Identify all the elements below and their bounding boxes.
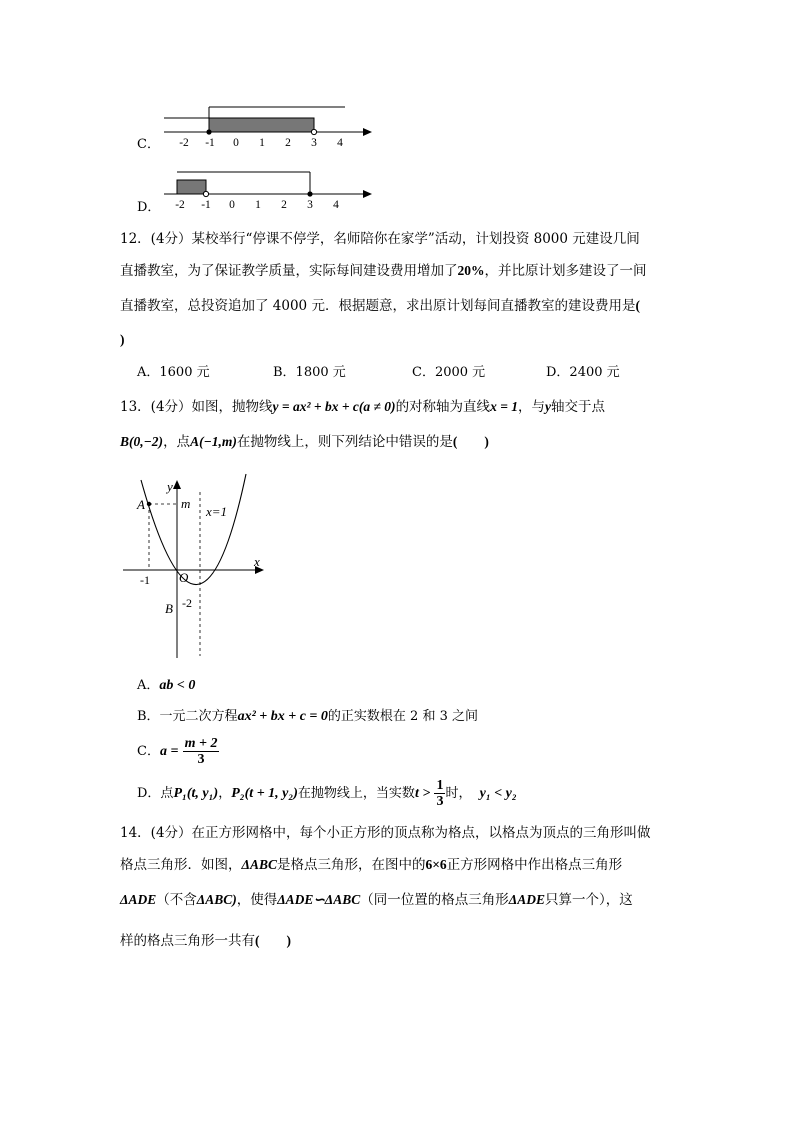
q13-text: 13．(4分）如图，抛物线	[120, 399, 273, 415]
q13-answer-paren: ( )	[452, 434, 489, 449]
option-suffix: 的正实数根在 2 和 3 之间	[327, 709, 478, 724]
q13-y-inequality: y₁ < y₂	[479, 786, 517, 801]
q11-option-c-number-line	[160, 100, 380, 152]
q13-text: 在抛物线上，则下列结论中错误的是	[236, 434, 453, 450]
neg1-label: -1	[140, 573, 150, 587]
q13-text: ，点	[163, 434, 191, 450]
point-a-marker	[147, 502, 151, 506]
q12-text: 直播教室，总投资追加了 4000 元．根据题意，求出原计划每间直播教室的建设费用是	[120, 298, 636, 314]
tick-label: 4	[333, 199, 339, 211]
q11-option-d-number-line	[160, 166, 380, 216]
tick-label: 3	[311, 137, 317, 149]
q14-answer-paren: ( )	[255, 933, 291, 948]
q12-option-b[interactable]: B．1800 元	[273, 365, 346, 380]
tick-label: 3	[307, 199, 313, 211]
fraction-denominator: 3	[197, 752, 205, 767]
q13-t-inequality: t >	[414, 786, 431, 801]
tick-label: -1	[205, 137, 215, 149]
q14-triangle-abc: ΔABC	[241, 857, 277, 872]
q14-similarity: ΔADE∽ΔABC	[277, 892, 361, 907]
q14-text: 正方形网格中作出格点三角形	[446, 857, 623, 873]
q13-line-1	[120, 397, 605, 417]
tick-label: 0	[229, 199, 235, 211]
q14-grid-size: 6×6	[425, 857, 447, 872]
origin-label: O	[179, 570, 189, 585]
q12-line-2	[120, 261, 647, 281]
fraction-numerator: m + 2	[184, 736, 218, 751]
option-text: ，	[218, 786, 232, 801]
tick-label: 1	[259, 137, 265, 149]
q13-option-c-fraction	[183, 736, 220, 767]
q13-text: 轴交于点	[551, 399, 606, 415]
q13-y-variable: y	[545, 399, 552, 414]
q12-line-3	[120, 296, 640, 316]
symmetry-axis-label: x=1	[206, 504, 228, 519]
q14-text: 只算一个），这	[544, 892, 633, 908]
q13-point-b: B(0,−2)	[120, 434, 164, 449]
y-axis-label: y	[167, 479, 173, 494]
neg2-label: -2	[182, 596, 192, 610]
tick-label: -2	[179, 137, 189, 149]
q12-option-a[interactable]: A．1600 元	[137, 365, 210, 380]
q12-text: 直播教室，为了保证教学质量，实际每间建设费用增加了	[120, 263, 458, 279]
q13-option-a[interactable]	[137, 676, 195, 696]
fraction-denominator: 3	[436, 794, 444, 809]
q14-text: 格点三角形．如图，	[120, 857, 242, 873]
q13-option-a-math: ab < 0	[159, 678, 196, 693]
q13-text: ，与	[518, 399, 546, 415]
q12-line-1: 12．(4分）某校举行“停课不停学，名师陪你在家学”活动，计划投资 8000 元建设几间	[120, 231, 640, 247]
q14-text: （不含	[156, 892, 197, 908]
q13-parabola-graph	[118, 470, 270, 662]
tick-label: -2	[175, 199, 185, 211]
q14-triangle-ade: ΔADE	[120, 892, 157, 907]
q13-text: 的对称轴为直线	[395, 399, 491, 415]
option-text: 时，	[445, 786, 472, 801]
q13-option-c[interactable]	[137, 735, 219, 769]
q13-option-d[interactable]	[137, 777, 517, 811]
q12-option-c[interactable]: C．2000 元	[412, 365, 486, 380]
q13-point-a: A(−1,m)	[190, 434, 237, 449]
q14-triangle-abc: ΔABC)	[196, 892, 237, 907]
q14-line-1: 14．(4分）在正方形网格中，每个小正方形的顶点称为格点，以格点为顶点的三角形叫做	[120, 825, 651, 841]
point-b-label: B	[165, 601, 173, 616]
tick-label: -1	[201, 199, 211, 211]
q14-triangle-ade: ΔADE	[508, 892, 545, 907]
option-prefix: D．点	[137, 786, 174, 801]
tick-label: 2	[281, 199, 287, 211]
q12-text: ，并比原计划多建设了一间	[484, 263, 647, 279]
q13-point-p2: P₂(t + 1, y₂)	[231, 786, 298, 801]
point-a-label: A	[137, 497, 145, 512]
fraction-numerator: 1	[436, 778, 444, 793]
q14-text: （同一位置的格点三角形	[360, 892, 509, 908]
q12-option-d[interactable]: D．2400 元	[546, 365, 620, 380]
q14-text: 是格点三角形，在图中的	[276, 857, 426, 873]
option-prefix: C．	[137, 744, 160, 759]
q14-text: ，使得	[236, 892, 278, 908]
option-prefix: B．一元二次方程	[137, 709, 238, 724]
q13-option-d-fraction	[434, 778, 445, 809]
option-prefix: A．	[137, 678, 160, 693]
tick-label: 0	[233, 137, 239, 149]
tick-label: 4	[337, 137, 343, 149]
q13-option-b-math: ax² + bx + c = 0	[237, 709, 328, 724]
q13-parabola-equation: y = ax² + bx + c(a ≠ 0)	[272, 399, 396, 414]
tick-label: 2	[285, 137, 291, 149]
parabola-curve	[141, 474, 246, 585]
q11-option-d-label: D．	[137, 200, 161, 215]
q13-axis-equation: x = 1	[490, 399, 519, 414]
x-axis-label: x	[254, 554, 260, 569]
q14-line-4	[120, 931, 291, 951]
q13-line-2	[120, 432, 489, 452]
q12-paren-close: )	[120, 332, 125, 347]
q13-option-c-lhs: a =	[159, 744, 179, 759]
option-text: 在抛物线上，当实数	[297, 786, 415, 801]
q14-text: 样的格点三角形一共有	[120, 933, 255, 949]
q11-option-c-label: C．	[137, 137, 160, 152]
q12-paren-open: (	[635, 298, 640, 313]
q14-line-2	[120, 855, 622, 875]
q13-option-b[interactable]	[137, 707, 478, 727]
m-label: m	[181, 496, 191, 511]
tick-label: 1	[255, 199, 261, 211]
q12-percent: 20%	[457, 263, 485, 278]
q13-point-p1: P₁(t, y₁)	[173, 786, 219, 801]
q14-line-3	[120, 890, 633, 910]
